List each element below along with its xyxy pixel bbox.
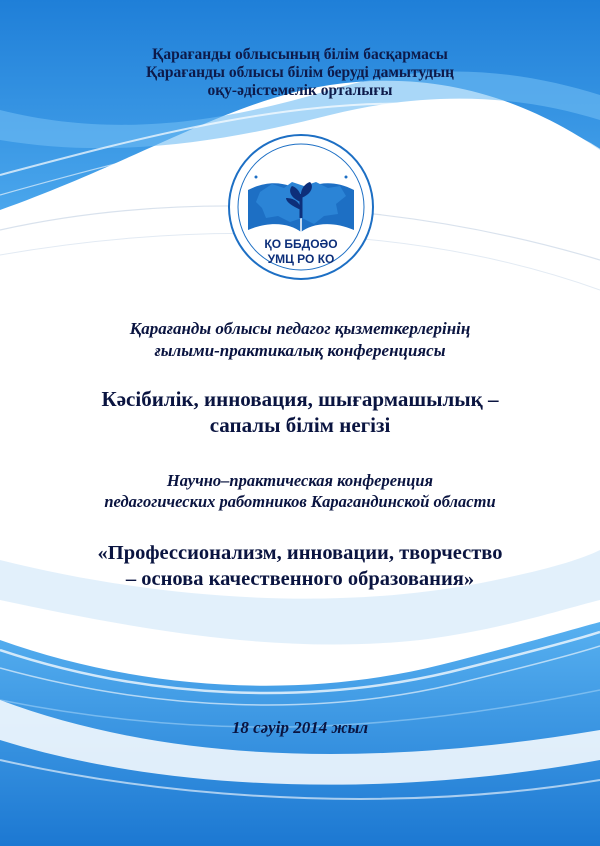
kazakh-title-line-1: Кәсібилік, инновация, шығармашылық –: [101, 387, 499, 411]
logo-text-1: ҚО ББДОӘО: [264, 237, 338, 251]
organization-header: [0, 46, 600, 100]
header-line-1: Қарағанды облысының білім басқармасы: [152, 46, 448, 63]
kazakh-title-line-2: сапалы білім негізі: [209, 413, 391, 437]
header-line-3: оқу-әдістемелік орталығы: [207, 82, 393, 99]
kazakh-conference-subtitle: [0, 318, 600, 362]
russian-subtitle-line-1: Научно–практическая конференция: [166, 471, 434, 490]
kazakh-conference-title: [0, 386, 600, 438]
russian-title-line-2: – основа качественного образования»: [125, 568, 475, 590]
logo-text-2: УМЦ РО КО: [267, 252, 335, 266]
russian-conference-subtitle: [0, 470, 600, 512]
logo-emblem: [226, 132, 376, 282]
russian-title-line-1: «Профессионализм, инновации, творчество: [97, 542, 503, 564]
kazakh-subtitle-line-2: ғылыми-практикалық конференциясы: [154, 341, 446, 360]
russian-conference-title: [0, 540, 600, 592]
kazakh-subtitle-line-1: Қарағанды облысы педагог қызметкерлерінің: [129, 319, 471, 338]
conference-date: 18 сәуір 2014 жыл: [231, 718, 369, 737]
russian-subtitle-line-2: педагогических работников Карагандинской области: [104, 492, 496, 511]
header-line-2: Қарағанды облысы білім беруді дамытудың: [145, 64, 455, 81]
